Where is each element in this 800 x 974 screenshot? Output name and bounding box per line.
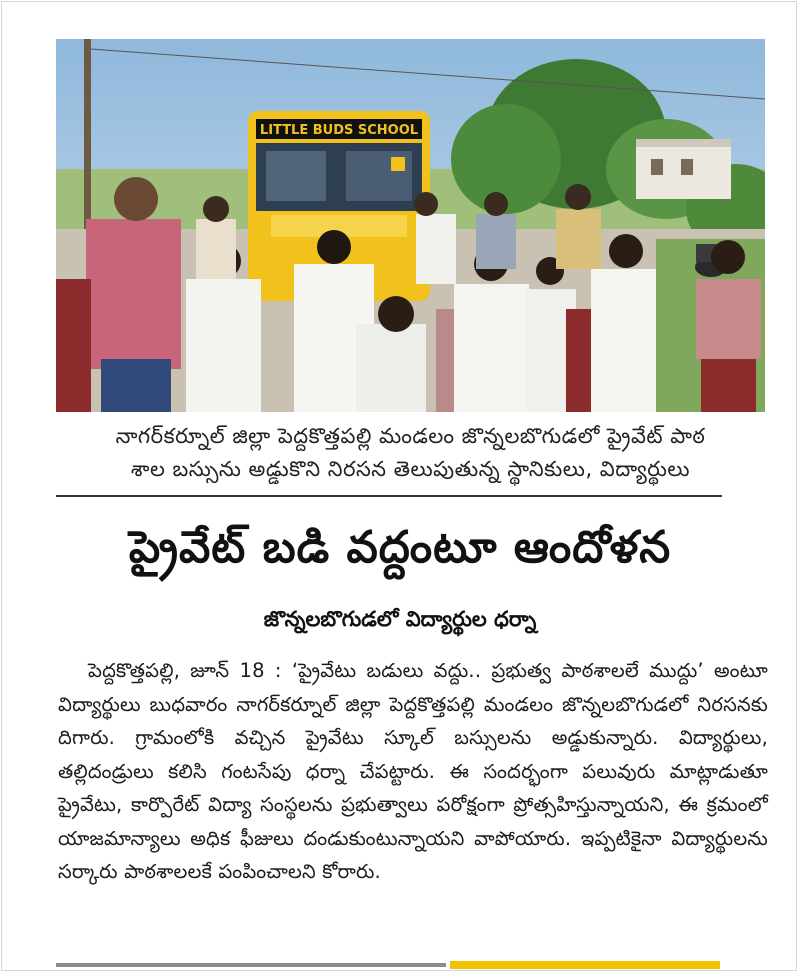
article-subheadline: జొన్నలబొగుడలో విద్యార్థుల ధర్నా — [263, 607, 537, 631]
bus-sign-text: LITTLE BUDS SCHOOL — [259, 123, 419, 138]
bottom-rule-gray — [56, 963, 446, 967]
caption-line-1: నాగర్‌కర్నూల్‌ జిల్లా పెద్దకొత్తపల్లి మండలం జొన్నలబొగుడలో ప్రైవేట్‌ పాఠ — [115, 424, 706, 448]
caption-divider — [56, 495, 722, 497]
bottom-rule-yellow — [450, 961, 720, 969]
photo-caption — [56, 420, 765, 486]
article-body — [58, 654, 768, 889]
news-photo — [56, 39, 765, 412]
caption-line-2: శాల బస్సును అడ్డుకొని నిరసన తెలుపుతున్న స్థానికులు, విద్యార్థులు — [130, 457, 691, 481]
article-headline: ప్రైవేట్‌ బడి వద్దంటూ ఆందోళన — [128, 522, 672, 573]
article-paragraph: పెద్దకొత్తపల్లి, జూన్‌ 18 : ‘ప్రైవేటు బడులు వద్దు.. ప్రభుత్వ పాఠశాలలే ముద్దు’ అంటూ విద్యార్థులు బుధవారం నాగర్‌కర్నూల్‌ జిల్లా పెద్దకొత్తపల్లి మండలం జొన్నలబొగుడలో నిరసనకు దిగారు. గ్రామంలోకి వచ్చిన ప్రైవేటు స్కూల్‌ బస్సులను అడ్డుకున్నారు. విద్యార్థులు, తల్లిదండ్రులు కలిసి గంటసేపు ధర్నా చేపట్టారు. ఈ సందర్భంగా పలువురు మాట్లాడుతూ ప్రైవేటు, కార్పొరేట్‌ విద్యా సంస్థలను ప్రభుత్వాలు పరోక్షంగా ప్రోత్సహిస్తున్నాయని, ఈ క్రమంలో యాజమాన్యాలు అధిక ఫీజులు దండుకుంటున్నాయని వాపోయారు. ఇప్పటికైనా విద్యార్థులను సర్కారు పాఠశాలలకే పంపించాలని కోరారు. — [58, 659, 768, 883]
